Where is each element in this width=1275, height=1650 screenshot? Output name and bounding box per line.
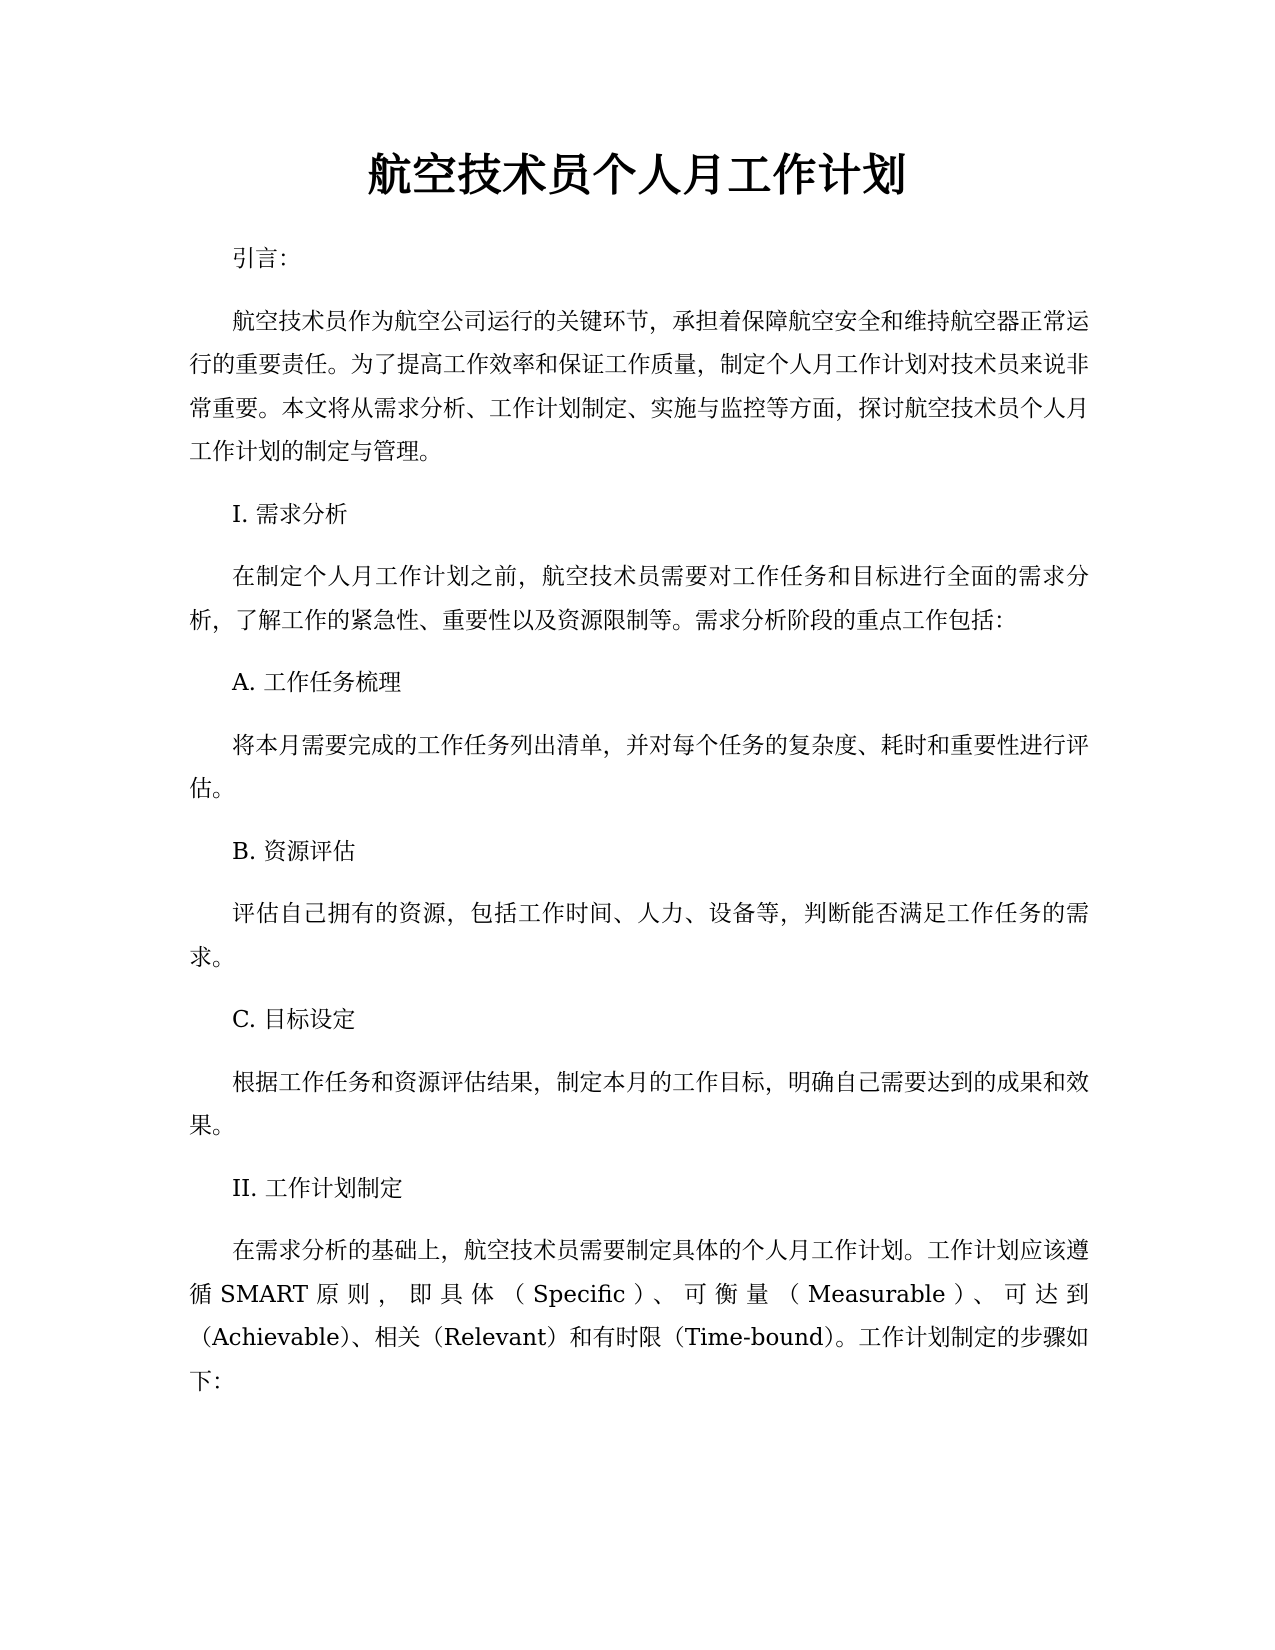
intro-label: 引言： [232,246,301,272]
section-heading-plan-making: II. 工作计划制定 [232,1175,403,1202]
subsection-paragraph-task-review: 将本月需要完成的工作任务列出清单，并对每个任务的复杂度、耗时和重要性进行评估。 [189,732,1089,802]
subsection-heading-resource-assessment: B. 资源评估 [232,838,356,865]
section-paragraph-needs-analysis: 在制定个人月工作计划之前，航空技术员需要对工作任务和目标进行全面的需求分析，了解工作的紧急性、重要性以及资源限制等。需求分析阶段的重点工作包括： [189,564,1089,634]
section-paragraph-plan-making: 在需求分析的基础上，航空技术员需要制定具体的个人月工作计划。工作计划应该遵循SMART原则，即具体（Specific）、可衡量（Measurable）、可达到（Achievable）、相关（Relevant）和有时限（Time-bound）。工作计划制定的步骤如下： [189,1238,1089,1395]
subsection-heading-task-review: A. 工作任务梳理 [232,670,402,696]
subsection-paragraph-resource-assessment: 评估自己拥有的资源，包括工作时间、人力、设备等，判断能否满足工作任务的需求。 [189,901,1089,971]
section-heading-needs-analysis: I. 需求分析 [232,501,348,528]
subsection-paragraph-goal-setting: 根据工作任务和资源评估结果，制定本月的工作目标，明确自己需要达到的成果和效果。 [189,1069,1089,1139]
document-body [189,238,1089,1423]
intro-paragraph: 航空技术员作为航空公司运行的关键环节，承担着保障航空安全和维持航空器正常运行的重要责任。为了提高工作效率和保证工作质量，制定个人月工作计划对技术员来说非常重要。本文将从需求分析、工作计划制定、实施与监控等方面，探讨航空技术员个人月工作计划的制定与管理。 [189,308,1089,465]
document-title: 航空技术员个人月工作计划 [367,150,908,201]
subsection-heading-goal-setting: C. 目标设定 [232,1007,356,1033]
